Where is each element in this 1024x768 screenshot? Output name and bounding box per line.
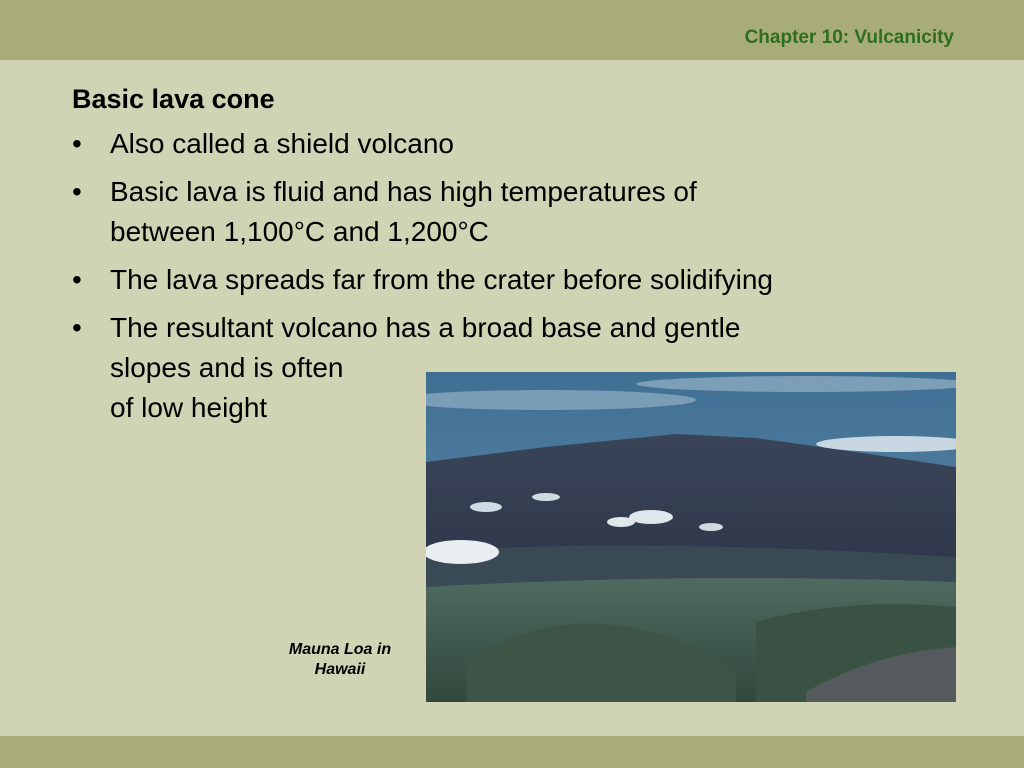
bullet-dot: • xyxy=(72,264,82,295)
bullet-text: The resultant volcano has a broad base and gentle xyxy=(110,312,741,343)
bullet-item xyxy=(72,124,972,164)
slide-heading: Basic lava cone xyxy=(72,84,275,114)
bullet-text: of low height xyxy=(110,392,268,423)
bullet-dot: • xyxy=(72,128,82,159)
chapter-title: Chapter 10: Vulcanicity xyxy=(744,27,954,48)
bullet-text: The lava spreads far from the crater before solidifying xyxy=(110,264,773,295)
bullet-text: Also called a shield volcano xyxy=(110,128,454,159)
bullet-text: Basic lava is fluid and has high temperatures of xyxy=(110,176,697,207)
photo-caption: Mauna Loa in Hawaii xyxy=(288,641,392,678)
bullet-text: between 1,100°C and 1,200°C xyxy=(110,216,489,247)
bullet-dot: • xyxy=(72,312,82,343)
bullet-item xyxy=(72,260,972,300)
mauna-loa-photo xyxy=(426,372,956,702)
footer-band xyxy=(0,736,1024,768)
bullet-text: slopes and is often xyxy=(110,352,344,383)
bullet-dot: • xyxy=(72,176,82,207)
bullet-item xyxy=(72,172,972,252)
